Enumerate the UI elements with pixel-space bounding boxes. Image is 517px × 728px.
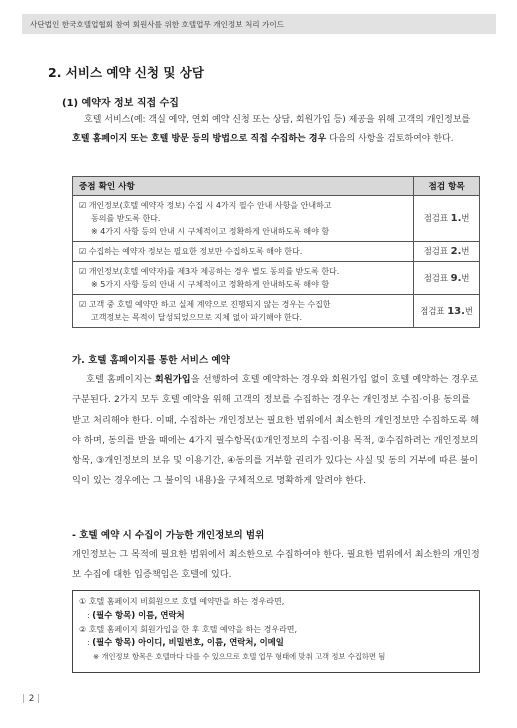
ref-num: 13. [447, 305, 465, 317]
table-row [73, 295, 480, 328]
note-bold-1: (필수 항목) 이름, 연락처 [92, 609, 185, 620]
intro-text-bold: 호텔 홈페이지 또는 호텔 방문 등의 방법으로 직접 수집하는 경우 [72, 134, 327, 144]
page-number: 2 [28, 694, 35, 704]
row-1-line-1: ☑ 개인정보(호텔 예약자 정보) 수집 시 4가지 필수 안내 사항을 안내하고 [79, 201, 332, 210]
ga-text-bold: 회원가입 [154, 374, 191, 385]
ref-suffix: 번 [461, 213, 470, 223]
ref-prefix: 점검표 [420, 305, 448, 316]
running-header [22, 14, 496, 34]
ref-prefix: 점검표 [423, 213, 451, 223]
ga-text-after: 을 선행하여 호텔 예약하는 경우와 회원가입 없이 호텔 예약하는 경우로 구분된다. 2가지 모두 호텔 예약을 위해 고객의 정보를 수집하는 경우는 개인정보 수집·이용 동의를 받고 처리해야 한다. 이때, 수집하는 개인정보는 필요한 범위에서 최소한의 개인정보만 수집하도록 해야 하며, 동의를 받을 때에는 4가지 필수항목(①개인정보의 수집·이용 목적, ②수집하려는 개인정보의 항목, ③개인정보의 보유 및 이용기간, ④동의를 거부할 권리가 있다는 사실 및 동의 거부에 따른 불이익이 있는 경우에는 그 불이익 내용)을 구체적으로 명확하게 알려야 한다. [72, 374, 480, 487]
row-2-line-1: ☑ 수집하는 예약자 정보는 필요한 정보만 수집하도록 해야 한다. [79, 247, 303, 256]
intro-paragraph [72, 111, 480, 149]
row-2-content [73, 242, 414, 262]
scope-title: - 호텔 예약 시 수집이 가능한 개인정보의 범위 [72, 530, 265, 541]
note-line-1: ① 호텔 홈페이지 비회원으로 호텔 예약만을 하는 경우라면, [79, 597, 285, 606]
note-line-4 [79, 636, 473, 650]
checklist-table [72, 176, 480, 328]
note-bold-2: (필수 항목) 아이디, 비밀번호, 이름, 연락처, 이메일 [92, 637, 284, 648]
subsection-ga-title: 가. 호텔 홈페이지를 통한 서비스 예약 [72, 355, 230, 366]
row-1-ref [414, 196, 480, 242]
ref-num: 2. [450, 246, 462, 257]
table-row [73, 242, 480, 262]
footer-bar: | [22, 694, 25, 704]
note-line-3: ② 호텔 홈페이지 회원가입을 한 후 호텔 예약을 하는 경우라면, [79, 624, 298, 634]
table-header-row [73, 177, 480, 196]
row-3-ref [414, 262, 480, 295]
scope-paragraph: 개인정보는 그 목적에 필요한 범위에서 최소한으로 수집하여야 한다. 필요한 범위에서 최소한의 개인정보 수집에 대한 입증책임은 호텔에 있다. [72, 549, 480, 580]
page-footer [22, 694, 44, 704]
row-2-ref [414, 242, 480, 262]
ref-suffix: 번 [461, 246, 470, 256]
ref-prefix: 점검표 [423, 272, 451, 283]
row-3-line-2: ※ 5가지 사항 등의 안내 시 구체적이고 정확하게 안내하도록 해야 함 [91, 280, 330, 289]
table-row [73, 196, 480, 242]
note-prefix: : [87, 610, 93, 620]
ga-paragraph [72, 370, 480, 492]
ref-suffix: 번 [464, 305, 473, 316]
ga-text-before: 호텔 홈페이지는 [86, 374, 155, 385]
ref-prefix: 점검표 [423, 246, 451, 256]
footer-bar-end: | [37, 694, 40, 704]
row-4-line-2: 고객정보는 목적이 달성되었으므로 지체 없이 파기해야 한다. [91, 313, 302, 322]
header-text: 사단법인 한국호텔업협회 참여 회원사를 위한 호텔업무 개인정보 처리 가이드 [30, 20, 285, 29]
row-3-line-1: ☑ 개인정보(호텔 예약자)를 제3자 제공하는 경우 별도 동의를 받도록 한다. [79, 267, 340, 276]
row-1-content [73, 196, 414, 242]
row-4-line-1: ☑ 고객 중 호텔 예약만 하고 실제 계약으로 진행되지 않는 경우는 수집한 [79, 300, 331, 309]
note-line-5: ※ 개인정보 항목은 호텔마다 다를 수 있으므로 호텔 업무 형태에 맞춰 고객 정보 수집하면 됨 [93, 652, 386, 662]
ref-num: 9. [450, 272, 462, 284]
row-1-line-3: ※ 4가지 사항 등의 안내 시 구체적이고 정확하게 안내하도록 해야 함 [91, 227, 330, 236]
row-3-content [73, 262, 414, 295]
ref-num: 1. [450, 213, 462, 224]
row-1-line-2: 동의를 받도록 한다. [91, 214, 161, 223]
intro-text-2: 다음의 사항을 검토하여야 한다. [326, 134, 454, 144]
note-prefix: : [87, 638, 93, 648]
note-line-2 [79, 609, 473, 623]
ref-suffix: 번 [461, 272, 470, 283]
table-row [73, 262, 480, 295]
row-4-content [73, 295, 414, 328]
row-4-ref [414, 295, 480, 328]
intro-text-1: 호텔 서비스(예: 객실 예약, 연회 예약 신청 또는 상담, 회원가입 등) 제공을 위해 고객의 개인정보를 [84, 115, 471, 125]
header-check: 점검 항목 [414, 177, 480, 196]
header-item: 중점 확인 사항 [73, 177, 414, 196]
section-title: 2. 서비스 예약 신청 및 상담 [48, 65, 204, 80]
subsection-title: (1) 예약자 정보 직접 수집 [62, 98, 179, 109]
note-box [72, 590, 480, 673]
